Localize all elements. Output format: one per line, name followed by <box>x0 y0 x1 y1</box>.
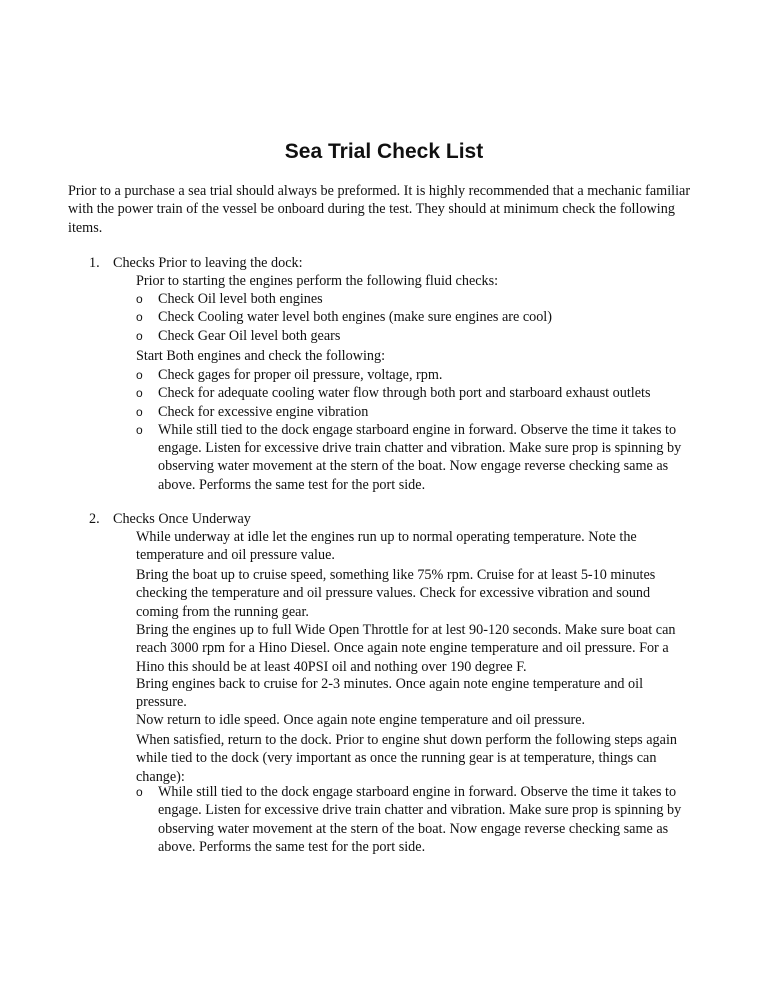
section-1-number: 1. <box>89 255 100 271</box>
underway-paragraph-2: Bring the boat up to cruise speed, something like 75% rpm. Cruise for at least 5-10 minutes checking the temperature and oil pressure values. Check for excessive vibration and sound coming from the running gear. <box>136 567 656 620</box>
list-item: o Check gages for proper oil pressure, voltage, rpm. <box>136 367 443 383</box>
list-item: o Check Oil level both engines <box>136 291 323 307</box>
bullet-marker: o <box>136 292 143 306</box>
bullet-marker: o <box>136 368 143 382</box>
underway-paragraph-6: When satisfied, return to the dock. Prior to engine shut down perform the following steps again while tied to the dock (very important as once the running gear is at temperature, things can change): <box>136 732 677 785</box>
list-item: o Check for excessive engine vibration <box>136 403 369 420</box>
bullet-marker: o <box>136 328 143 343</box>
list-item: o Check Gear Oil level both gears <box>136 327 341 344</box>
underway-paragraph-1: While underway at idle let the engines run up to normal operating temperature. Note the temperature and oil pressure value. <box>136 529 637 564</box>
section-1-heading <box>89 254 303 272</box>
bullet-marker: o <box>136 404 143 419</box>
bullet-marker: o <box>136 310 143 325</box>
underway-paragraph-3: Bring the engines up to full Wide Open Throttle for at lest 90-120 seconds. Make sure boat can reach 3000 rpm for a Hino Diesel. Once again note engine temperature and oil pressure. For a Hino this should be at least 40PSI oil and nothing over 190 degree F. <box>136 622 676 675</box>
section-2-heading <box>89 510 251 528</box>
section-1-title: Checks Prior to leaving the dock: <box>113 255 303 271</box>
list-item: o Check Cooling water level both engines (make sure engines are cool) <box>136 309 552 326</box>
fluid-checks-list <box>136 290 696 345</box>
start-checks-intro: Start Both engines and check the following: <box>136 348 386 364</box>
start-checks-list <box>136 366 696 494</box>
section-2-number: 2. <box>89 511 100 527</box>
section-2-title: Checks Once Underway <box>113 511 251 527</box>
underway-paragraph-4: Bring engines back to cruise for 2-3 minutes. Once again note engine temperature and oil pressure. <box>136 676 644 711</box>
bullet-marker: o <box>136 785 143 799</box>
page-title: Sea Trial Check List <box>284 140 484 163</box>
bullet-marker: o <box>136 386 143 401</box>
list-item: o While still tied to the dock engage starboard engine in forward. Observe the time it takes to engage. Listen for excessive drive train chatter and vibration. Make sure prop is spinning by observing water movement at the stern of the boat. Now engage reverse checking same as above. Performs the same test for the port side. <box>136 784 682 855</box>
underway-paragraph-5: Now return to idle speed. Once again note engine temperature and oil pressure. <box>136 712 586 728</box>
fluid-checks-intro: Prior to starting the engines perform the following fluid checks: <box>136 273 499 289</box>
list-item: o While still tied to the dock engage starboard engine in forward. Observe the time it takes to engage. Listen for excessive drive train chatter and vibration. Make sure prop is spinning by observing water movement at the stern of the boat. Now engage reverse checking same as above. Performs the same test for the port side. <box>136 421 682 493</box>
final-checks-list <box>136 783 696 856</box>
bullet-marker: o <box>136 422 143 437</box>
list-item: o Check for adequate cooling water flow through both port and starboard exhaust outlets <box>136 385 651 402</box>
intro-paragraph: Prior to a purchase a sea trial should always be preformed. It is highly recommended that a mechanic familiar with the power train of the vessel be onboard during the test. They should at minimum check the following items. <box>68 183 691 236</box>
